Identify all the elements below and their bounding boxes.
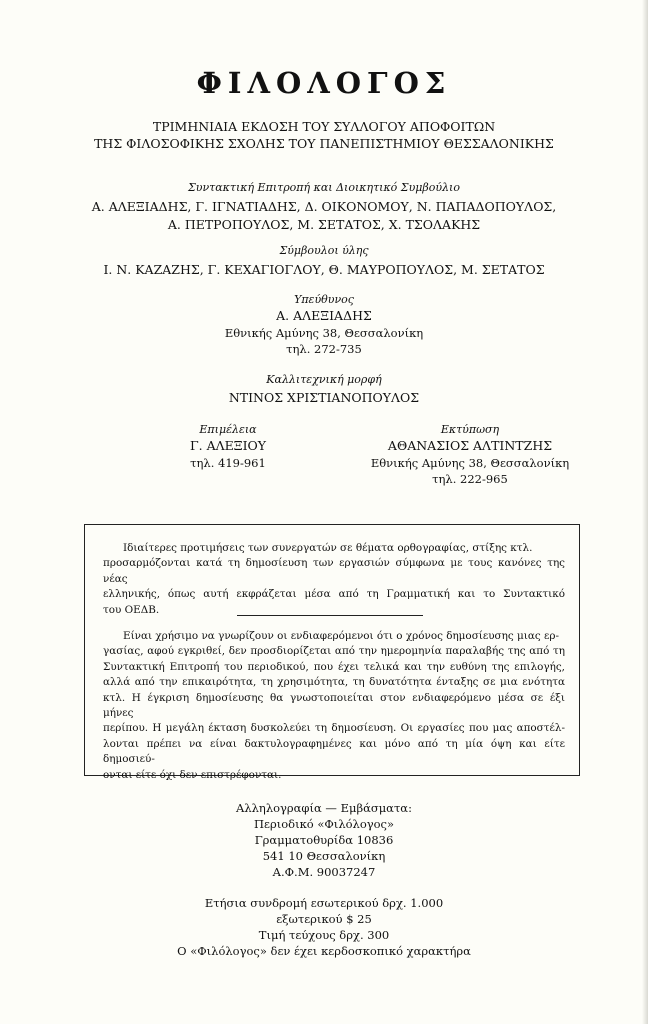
- printing-credit: [360, 422, 580, 487]
- subscription-line-2: εξωτερικού $ 25: [276, 912, 372, 926]
- notice-p2-line: ονται είτε όχι δεν επιστρέφονται.: [103, 768, 282, 781]
- notice-p1-line: ελληνικής, όπως αυτή εκφράζεται μέσα από τη Γραμματική και το Συντακτικό: [103, 588, 565, 601]
- subscription: [0, 895, 648, 959]
- content-advisors-names: Ι. Ν. ΚΑΖΑΖΗΣ, Γ. ΚΕΧΑΓΙΟΓΛΟΥ, Θ. ΜΑΥΡΟΠΟΥΛΟΣ, Μ. ΣΕΤΑΤΟΣ: [103, 262, 545, 277]
- subtitle-line-1: ΤΡΙΜΗΝΙΑΙΑ ΕΚΔΟΣΗ ΤΟΥ ΣΥΛΛΟΓΟΥ ΑΠΟΦΟΙΤΩΝ: [152, 119, 496, 134]
- correspondence-line-4: Α.Φ.Μ. 90037247: [272, 865, 376, 879]
- printing-name: ΑΘΑΝΑΣΙΟΣ ΑΛΤΙΝΤΖΗΣ: [387, 438, 553, 453]
- notice-p2-line: αλλά από την επικαιρότητα, τη χρησιμότητα, τη δυνατότητα ένταξης σε μια ενότητα: [103, 676, 565, 689]
- content-advisors-label: Σύμβουλοι ύλης: [279, 244, 369, 257]
- correspondence: [0, 800, 648, 880]
- correspondence-line-1: Περιοδικό «Φιλόλογος»: [253, 817, 395, 831]
- correspondence-line-3: 541 10 Θεσσαλονίκη: [262, 849, 386, 863]
- responsible-name: Α. ΑΛΕΞΙΑΔΗΣ: [276, 308, 372, 323]
- subscription-line-1: Ετήσια συνδρομή εσωτερικού δρχ. 1.000: [204, 896, 444, 910]
- editorial-committee-names-1: Α. ΑΛΕΞΙΑΔΗΣ, Γ. ΙΓΝΑΤΙΑΔΗΣ, Δ. ΟΙΚΟΝΟΜΟΥ, Ν. ΠΑΠΑΔΟΠΟΥΛΟΣ,: [91, 199, 557, 214]
- notice-p2-line: κτλ. Η έγκριση δημοσίευσης θα γνωστοποιείται στον ενδιαφερόμενο μέσα σε έξι μήνες: [103, 691, 565, 720]
- notice-p1-line: του ΟΕΔΒ.: [103, 603, 160, 616]
- art-design-label: Καλλιτεχνική μορφή: [266, 373, 382, 386]
- editorial-committee: [0, 180, 648, 234]
- notice-p2-line: γασίας, αφού εγκριθεί, δεν προσδιορίζεται από την ημερομηνία παραλαβής της από τη: [103, 645, 565, 658]
- notice-divider: [237, 615, 423, 616]
- art-design-name: ΝΤΙΝΟΣ ΧΡΙΣΤΙΑΝΟΠΟΥΛΟΣ: [228, 390, 420, 405]
- editing-credit: [148, 422, 308, 471]
- journal-subtitle: [0, 118, 648, 152]
- notice-paragraph-2: [103, 629, 565, 783]
- editing-label: Επιμέλεια: [199, 423, 257, 436]
- notice-p2-line: Είναι χρήσιμο να γνωρίζουν οι ενδιαφερόμενοι ότι ο χρόνος δημοσίευσης μιας ερ-: [123, 630, 559, 642]
- editing-phone: τηλ. 419-961: [190, 456, 266, 470]
- printing-address: Εθνικής Αμύνης 38, Θεσσαλονίκη: [370, 456, 570, 470]
- subscription-line-3: Τιμή τεύχους δρχ. 300: [258, 928, 390, 942]
- correspondence-line-2: Γραμματοθυρίδα 10836: [254, 833, 394, 847]
- editorial-committee-label: Συντακτική Επιτροπή και Διοικητικό Συμβούλιο: [187, 181, 460, 194]
- notice-paragraph-1: [103, 541, 565, 618]
- responsible-label: Υπεύθυνος: [294, 293, 354, 306]
- responsible-editor: [0, 292, 648, 357]
- printing-phone: τηλ. 222-965: [432, 472, 508, 486]
- notice-p2-line: Συντακτική Επιτροπή του περιοδικού, που έχει τελικά και την ευθύνη της επιλογής,: [103, 660, 565, 673]
- content-advisors: [0, 243, 648, 279]
- editorial-committee-names-2: Α. ΠΕΤΡΟΠΟΥΛΟΣ, Μ. ΣΕΤΑΤΟΣ, Χ. ΤΣΟΛΑΚΗΣ: [167, 217, 481, 232]
- notice-p1-line: προσαρμόζονται κατά τη δημοσίευση των εργασιών σύμφωνα με τους κανόνες της νέας: [103, 557, 565, 585]
- journal-title: ΦΙΛΟΛΟΓΟΣ: [196, 66, 452, 100]
- notice-p2-line: περίπου. Η μεγάλη έκταση δυσκολεύει τη δημοσίευση. Οι εργασίες που μας αποστέλ-: [103, 722, 565, 735]
- printing-label: Εκτύπωση: [440, 423, 500, 436]
- responsible-phone: τηλ. 272-735: [286, 342, 362, 356]
- notice-p1-line: Ιδιαίτερες προτιμήσεις των συνεργατών σε θέματα ορθογραφίας, στίξης κτλ.: [123, 542, 533, 554]
- correspondence-heading: Αλληλογραφία — Εμβάσματα:: [236, 801, 412, 815]
- subscription-line-4: Ο «Φιλόλογος» δεν έχει κερδοσκοπικό χαρακτήρα: [177, 944, 471, 958]
- art-design: [0, 372, 648, 407]
- responsible-address: Εθνικής Αμύνης 38, Θεσσαλονίκη: [224, 326, 424, 340]
- subtitle-line-2: ΤΗΣ ΦΙΛΟΣΟΦΙΚΗΣ ΣΧΟΛΗΣ ΤΟΥ ΠΑΝΕΠΙΣΤΗΜΙΟΥ ΘΕΣΣΑΛΟΝΙΚΗΣ: [94, 136, 554, 151]
- notice-p2-line: λονται πρέπει να είναι δακτυλογραφημένες και μόνο από τη μία όψη και είτε δημοσιεύ-: [103, 737, 565, 766]
- notice-box: [84, 524, 580, 781]
- editing-name: Γ. ΑΛΕΞΙΟΥ: [189, 438, 267, 453]
